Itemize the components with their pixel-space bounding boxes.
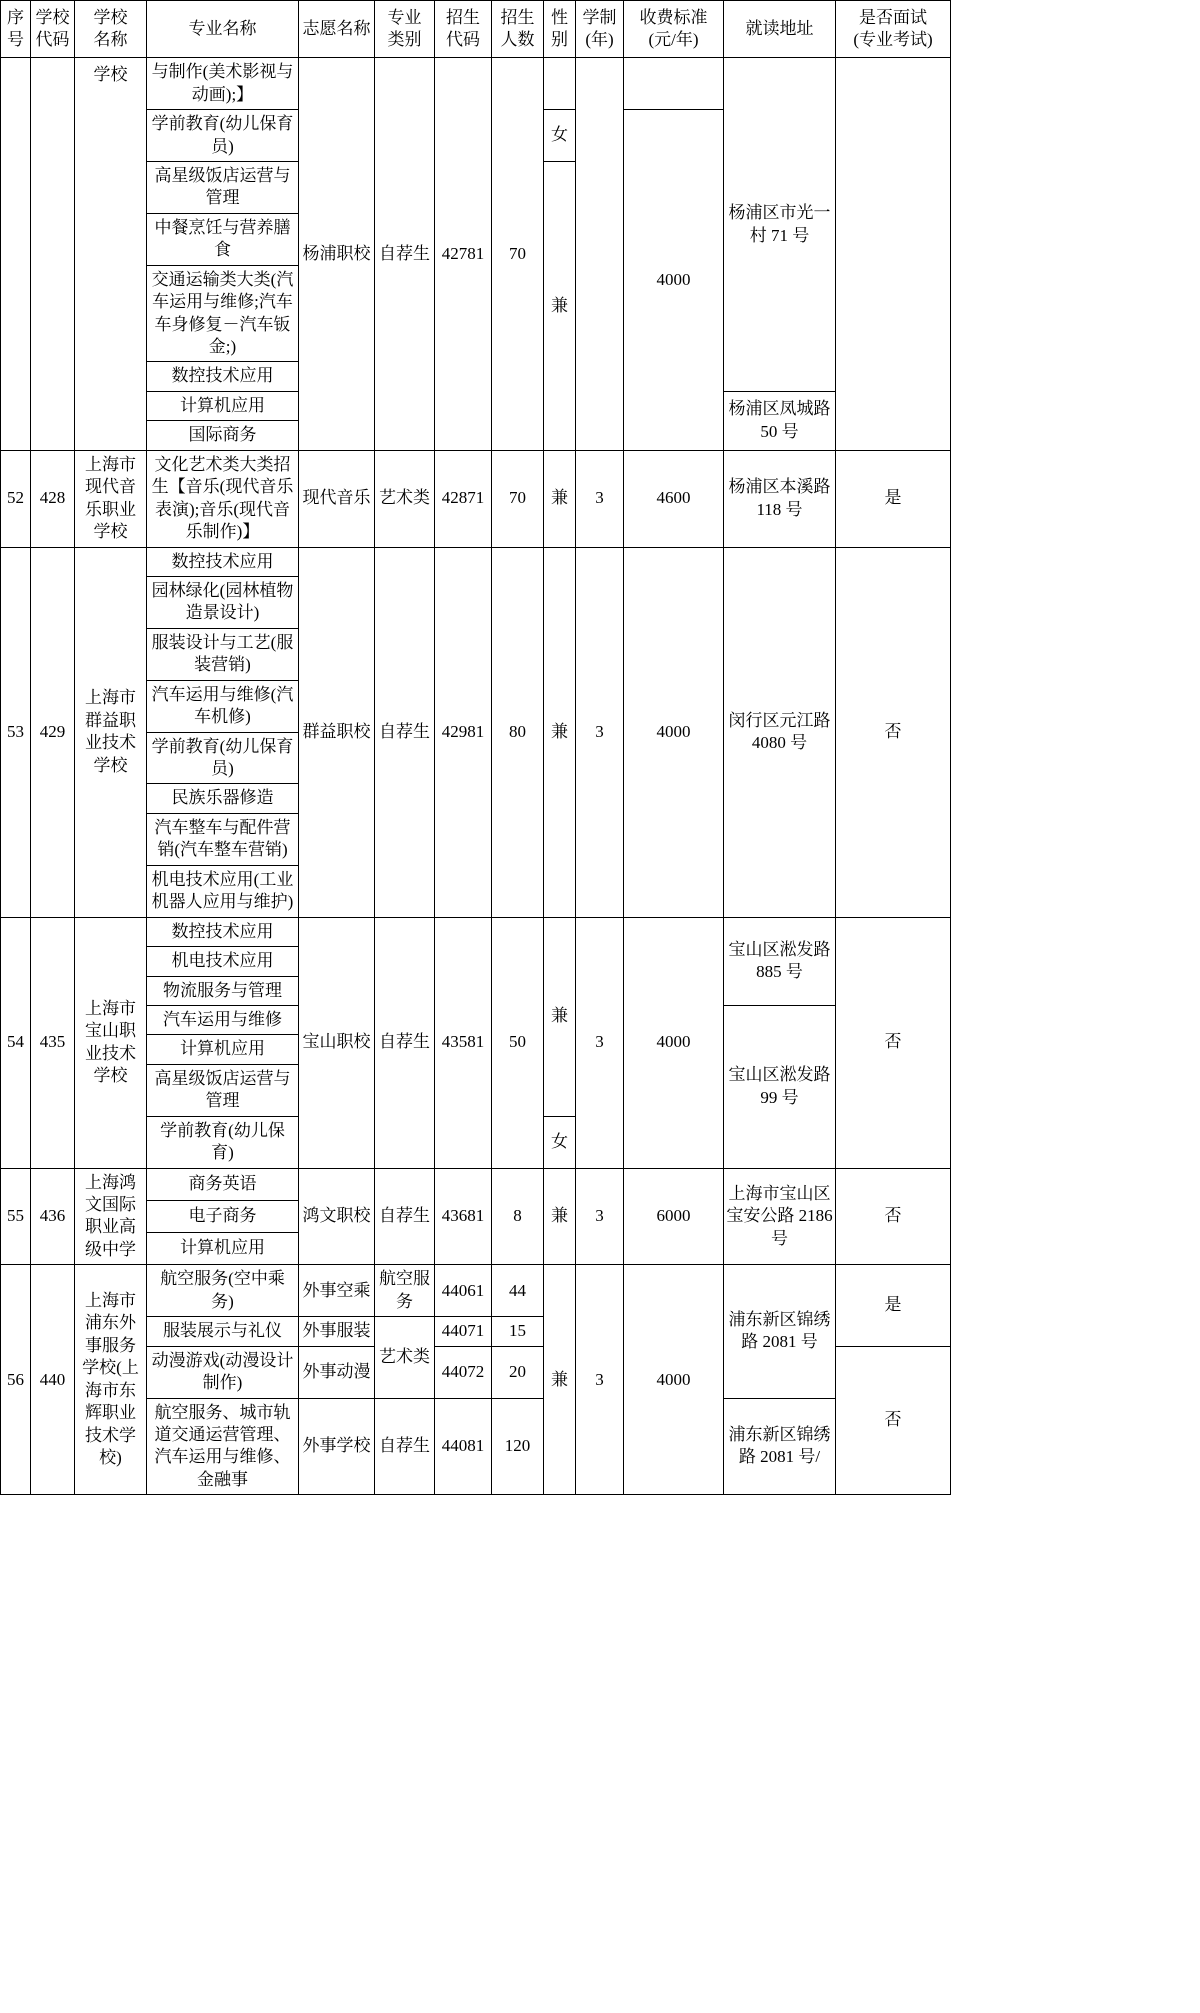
cell-address: 宝山区淞发路 99 号 [724, 1005, 836, 1168]
cell-address: 宝山区淞发路 885 号 [724, 917, 836, 1005]
cell-school-name: 上海市宝山职业技术学校 [75, 917, 147, 1168]
cell-wish-name: 外事学校 [299, 1398, 375, 1495]
cell-wish-name: 杨浦职校 [299, 58, 375, 451]
cell-interview: 否 [836, 547, 951, 917]
cell-fee: 4000 [624, 547, 724, 917]
cell-school-code: 429 [31, 547, 75, 917]
cell-enroll-code: 43681 [435, 1168, 492, 1265]
cell-seq [1, 58, 31, 451]
cell-major-category: 航空服务 [375, 1265, 435, 1317]
cell-major: 数控技术应用 [147, 917, 299, 946]
cell-fee: 4600 [624, 450, 724, 547]
cell-wish-name: 鸿文职校 [299, 1168, 375, 1265]
cell-sex: 兼 [544, 1265, 576, 1495]
table-row [1, 1168, 951, 1200]
cell-school-name: 上海市现代音乐职业学校 [75, 450, 147, 547]
cell-years [576, 58, 624, 451]
cell-major-category: 自荐生 [375, 58, 435, 451]
cell-enroll-number: 20 [492, 1346, 544, 1398]
cell-interview: 否 [836, 1168, 951, 1265]
cell-interview: 否 [836, 1346, 951, 1495]
header-years: 学制 (年) [576, 1, 624, 58]
cell-major: 园林绿化(园林植物造景设计) [147, 576, 299, 628]
cell-school-name: 上海鸿文国际职业高级中学 [75, 1168, 147, 1265]
cell-fee: 4000 [624, 110, 724, 451]
cell-enroll-number: 120 [492, 1398, 544, 1495]
cell-enroll-code: 42981 [435, 547, 492, 917]
cell-sex: 兼 [544, 547, 576, 917]
cell-major: 汽车运用与维修(汽车机修) [147, 680, 299, 732]
cell-sex: 兼 [544, 161, 576, 450]
cell-major: 机电技术应用(工业机器人应用与维护) [147, 865, 299, 917]
cell-school-code: 428 [31, 450, 75, 547]
header-major-category: 专业 类别 [375, 1, 435, 58]
cell-fee: 4000 [624, 917, 724, 1168]
cell-major-category: 自荐生 [375, 1168, 435, 1265]
cell-major: 计算机应用 [147, 1035, 299, 1064]
cell-major: 汽车运用与维修 [147, 1005, 299, 1034]
cell-major: 与制作(美术影视与动画);】 [147, 58, 299, 110]
cell-major: 航空服务(空中乘务) [147, 1265, 299, 1317]
cell-wish-name: 群益职校 [299, 547, 375, 917]
cell-address: 闵行区元江路 4080 号 [724, 547, 836, 917]
cell-major: 学前教育(幼儿保育员) [147, 732, 299, 784]
cell-enroll-number: 80 [492, 547, 544, 917]
cell-school-code [31, 58, 75, 451]
cell-major: 学前教育(幼儿保育员) [147, 110, 299, 162]
cell-wish-name: 外事空乘 [299, 1265, 375, 1317]
cell-enroll-code: 42871 [435, 450, 492, 547]
cell-enroll-number: 50 [492, 917, 544, 1168]
cell-wish-name: 现代音乐 [299, 450, 375, 547]
cell-school-name: 学校 [75, 58, 147, 451]
cell-major: 航空服务、城市轨道交通运营管理、汽车运用与维修、金融事 [147, 1398, 299, 1495]
header-school-code: 学校 代码 [31, 1, 75, 58]
cell-enroll-code: 43581 [435, 917, 492, 1168]
cell-address: 杨浦区本溪路 118 号 [724, 450, 836, 547]
cell-seq: 55 [1, 1168, 31, 1265]
cell-address: 浦东新区锦绣路 2081 号/ [724, 1398, 836, 1495]
cell-major-category: 自荐生 [375, 547, 435, 917]
cell-wish-name: 外事动漫 [299, 1346, 375, 1398]
header-fee: 收费标准 (元/年) [624, 1, 724, 58]
cell-major: 商务英语 [147, 1168, 299, 1200]
cell-sex: 女 [544, 1116, 576, 1168]
cell-interview: 是 [836, 1265, 951, 1346]
cell-address: 杨浦区市光一村 71 号 [724, 58, 836, 392]
cell-major-category: 艺术类 [375, 1317, 435, 1398]
cell-years: 3 [576, 1265, 624, 1495]
cell-major: 服装设计与工艺(服装营销) [147, 628, 299, 680]
cell-fee: 6000 [624, 1168, 724, 1265]
cell-school-code: 435 [31, 917, 75, 1168]
cell-enroll-number: 70 [492, 58, 544, 451]
cell-major: 机电技术应用 [147, 947, 299, 976]
cell-interview: 否 [836, 917, 951, 1168]
cell-enroll-number: 15 [492, 1317, 544, 1346]
header-wish-name: 志愿名称 [299, 1, 375, 58]
cell-major-category: 自荐生 [375, 1398, 435, 1495]
cell-major: 计算机应用 [147, 391, 299, 420]
cell-major: 高星级饭店运营与管理 [147, 1064, 299, 1116]
cell-major: 学前教育(幼儿保育) [147, 1116, 299, 1168]
cell-wish-name: 外事服装 [299, 1317, 375, 1346]
cell-sex: 兼 [544, 917, 576, 1116]
table-body [1, 58, 951, 1495]
cell-major: 文化艺术类大类招生【音乐(现代音乐表演);音乐(现代音乐制作)】 [147, 450, 299, 547]
cell-address: 浦东新区锦绣路 2081 号 [724, 1265, 836, 1398]
cell-major: 计算机应用 [147, 1233, 299, 1265]
table-row [1, 1265, 951, 1317]
cell-school-name: 上海市浦东外事服务学校(上海市东辉职业技术学校) [75, 1265, 147, 1495]
cell-major: 物流服务与管理 [147, 976, 299, 1005]
cell-years: 3 [576, 1168, 624, 1265]
cell-major: 动漫游戏(动漫设计制作) [147, 1346, 299, 1398]
cell-years: 3 [576, 450, 624, 547]
cell-interview [836, 58, 951, 451]
header-seq: 序 号 [1, 1, 31, 58]
cell-enroll-number: 44 [492, 1265, 544, 1317]
cell-enroll-code: 44061 [435, 1265, 492, 1317]
cell-sex: 兼 [544, 450, 576, 547]
cell-seq: 52 [1, 450, 31, 547]
table-header [1, 1, 951, 58]
cell-school-code: 440 [31, 1265, 75, 1495]
cell-fee-blank [624, 58, 724, 110]
cell-enroll-code: 44081 [435, 1398, 492, 1495]
cell-major: 数控技术应用 [147, 362, 299, 391]
cell-major: 国际商务 [147, 421, 299, 450]
cell-seq: 53 [1, 547, 31, 917]
cell-major: 中餐烹饪与营养膳食 [147, 213, 299, 265]
header-school-name: 学校 名称 [75, 1, 147, 58]
cell-enroll-code: 42781 [435, 58, 492, 451]
cell-school-code: 436 [31, 1168, 75, 1265]
table-row [1, 450, 951, 547]
cell-wish-name: 宝山职校 [299, 917, 375, 1168]
cell-major: 民族乐器修造 [147, 784, 299, 813]
cell-major: 交通运输类大类(汽车运用与维修;汽车车身修复－汽车钣金;) [147, 265, 299, 362]
cell-major: 高星级饭店运营与管理 [147, 161, 299, 213]
cell-enroll-number: 8 [492, 1168, 544, 1265]
cell-fee: 4000 [624, 1265, 724, 1495]
cell-major: 汽车整车与配件营销(汽车整车营销) [147, 813, 299, 865]
header-sex: 性 别 [544, 1, 576, 58]
header-interview: 是否面试 (专业考试) [836, 1, 951, 58]
cell-major: 服装展示与礼仪 [147, 1317, 299, 1346]
cell-seq: 56 [1, 1265, 31, 1495]
cell-years: 3 [576, 547, 624, 917]
cell-major-category: 自荐生 [375, 917, 435, 1168]
table-row [1, 917, 951, 946]
cell-seq: 54 [1, 917, 31, 1168]
cell-major: 数控技术应用 [147, 547, 299, 576]
cell-sex: 兼 [544, 1168, 576, 1265]
cell-address: 杨浦区凤城路 50 号 [724, 391, 836, 450]
cell-enroll-number: 70 [492, 450, 544, 547]
header-address: 就读地址 [724, 1, 836, 58]
header-major-name: 专业名称 [147, 1, 299, 58]
cell-school-name: 上海市群益职业技术学校 [75, 547, 147, 917]
cell-enroll-code: 44071 [435, 1317, 492, 1346]
cell-address: 上海市宝山区宝安公路 2186 号 [724, 1168, 836, 1265]
header-enroll-code: 招生 代码 [435, 1, 492, 58]
cell-major: 电子商务 [147, 1200, 299, 1232]
table-row [1, 58, 951, 110]
cell-sex [544, 58, 576, 110]
header-row [1, 1, 951, 58]
table-row [1, 547, 951, 576]
header-enroll-number: 招生 人数 [492, 1, 544, 58]
cell-major-category: 艺术类 [375, 450, 435, 547]
cell-years: 3 [576, 917, 624, 1168]
cell-enroll-code: 44072 [435, 1346, 492, 1398]
cell-sex: 女 [544, 110, 576, 162]
cell-interview: 是 [836, 450, 951, 547]
